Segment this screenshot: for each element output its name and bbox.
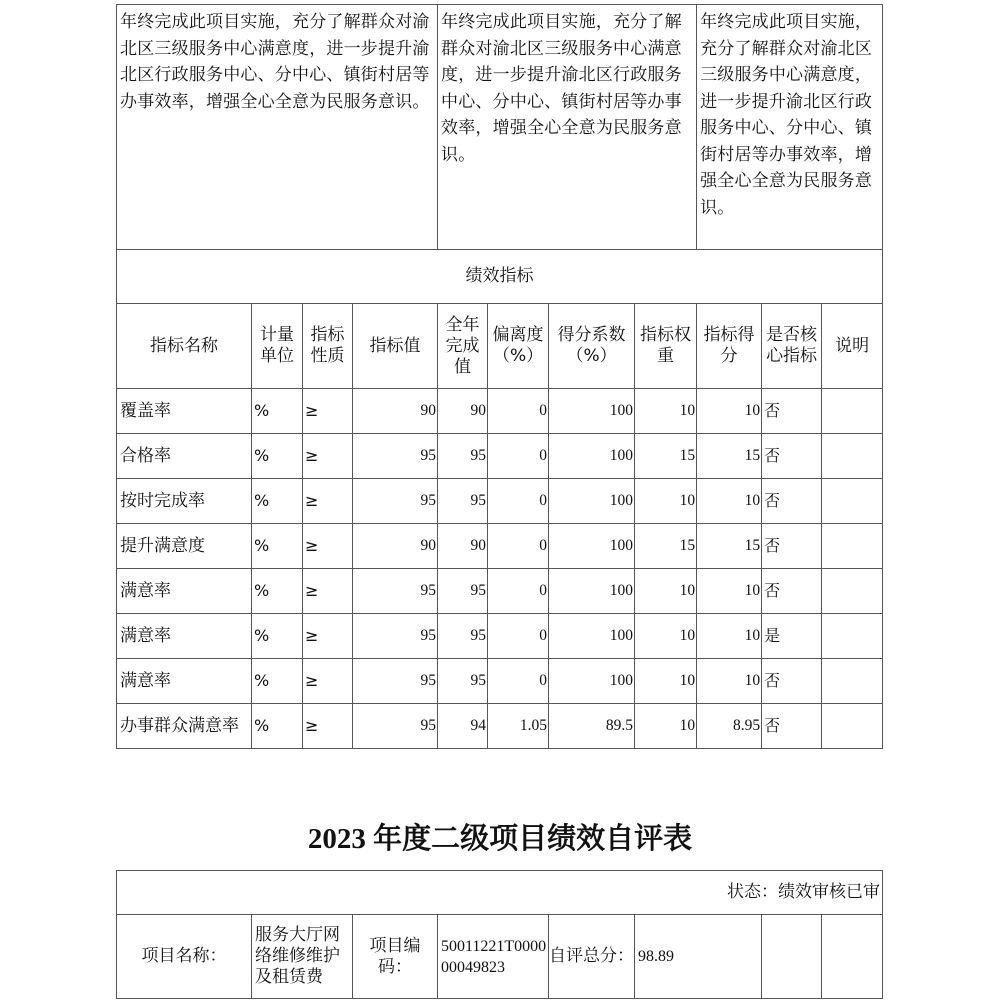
- target-value-cell: 95: [353, 614, 438, 659]
- target-value-cell: 95: [353, 434, 438, 479]
- actual-value-cell: 95: [438, 659, 488, 704]
- remark-cell: [822, 434, 883, 479]
- table-row: [117, 479, 883, 524]
- indicator-name-cell: 满意率: [117, 614, 252, 659]
- nature-cell: ≥: [303, 659, 353, 704]
- target-value-cell: 90: [353, 524, 438, 569]
- weight-cell: 10: [635, 389, 697, 434]
- score-coefficient-cell: 100: [549, 434, 635, 479]
- goal-text-3: 年终完成此项目实施，充分了解群众对渝北区三级服务中心满意度，进一步提升渝北区行政服务中心、分中心、镇街村居等办事效率，增强全心全意为民服务意识。: [697, 5, 883, 250]
- weight-cell: 15: [635, 434, 697, 479]
- score-coefficient-cell: 100: [549, 614, 635, 659]
- header-cell: 偏离度（%）: [488, 304, 549, 389]
- core-flag-cell: 否: [762, 479, 822, 524]
- core-flag-cell: 否: [762, 524, 822, 569]
- actual-value-cell: 95: [438, 614, 488, 659]
- actual-value-cell: 95: [438, 434, 488, 479]
- core-flag-cell: 是: [762, 614, 822, 659]
- indicator-name-cell: 满意率: [117, 569, 252, 614]
- remark-cell: [822, 659, 883, 704]
- actual-value-cell: 90: [438, 389, 488, 434]
- table-row: [117, 659, 883, 704]
- unit-cell: %: [252, 524, 303, 569]
- project-name-label: 项目名称：: [117, 915, 252, 999]
- table-row: [117, 434, 883, 479]
- score-cell: 10: [697, 614, 762, 659]
- score-coefficient-cell: 100: [549, 659, 635, 704]
- table-row: [117, 524, 883, 569]
- project-code-label: 项目编码：: [353, 915, 438, 999]
- status-text: 状态：绩效审核已审: [117, 871, 883, 915]
- table-row: [117, 389, 883, 434]
- weight-cell: 10: [635, 659, 697, 704]
- project-code-value: 50011221T000000049823: [438, 915, 549, 999]
- core-flag-cell: 否: [762, 659, 822, 704]
- nature-cell: ≥: [303, 614, 353, 659]
- indicator-name-cell: 按时完成率: [117, 479, 252, 524]
- empty-cell: [822, 915, 883, 999]
- nature-cell: ≥: [303, 479, 353, 524]
- nature-cell: ≥: [303, 434, 353, 479]
- weight-cell: 15: [635, 524, 697, 569]
- empty-cell: [762, 915, 822, 999]
- remark-cell: [822, 569, 883, 614]
- score-coefficient-cell: 100: [549, 479, 635, 524]
- unit-cell: %: [252, 704, 303, 749]
- weight-cell: 10: [635, 704, 697, 749]
- header-cell: 指标值: [353, 304, 438, 389]
- core-flag-cell: 否: [762, 389, 822, 434]
- score-cell: 10: [697, 569, 762, 614]
- deviation-cell: 0: [488, 569, 549, 614]
- self-score-label: 自评总分：: [549, 915, 635, 999]
- weight-cell: 10: [635, 479, 697, 524]
- score-cell: 10: [697, 389, 762, 434]
- score-cell: 8.95: [697, 704, 762, 749]
- unit-cell: %: [252, 479, 303, 524]
- nature-cell: ≥: [303, 704, 353, 749]
- header-cell: 指标得分: [697, 304, 762, 389]
- deviation-cell: 0: [488, 524, 549, 569]
- deviation-cell: 1.05: [488, 704, 549, 749]
- weight-cell: 10: [635, 614, 697, 659]
- remark-cell: [822, 479, 883, 524]
- header-cell: 得分系数（%）: [549, 304, 635, 389]
- target-value-cell: 90: [353, 389, 438, 434]
- self-score-value: 98.89: [635, 915, 762, 999]
- target-value-cell: 95: [353, 659, 438, 704]
- remark-cell: [822, 614, 883, 659]
- project-name-value: 服务大厅网络维修维护及租赁费: [252, 915, 353, 999]
- section-title: 绩效指标: [117, 250, 883, 304]
- score-cell: 15: [697, 434, 762, 479]
- score-coefficient-cell: 89.5: [549, 704, 635, 749]
- unit-cell: %: [252, 659, 303, 704]
- target-value-cell: 95: [353, 479, 438, 524]
- actual-value-cell: 90: [438, 524, 488, 569]
- header-cell: 说明: [822, 304, 883, 389]
- indicator-name-cell: 覆盖率: [117, 389, 252, 434]
- project-info-table: [116, 870, 883, 999]
- target-value-cell: 95: [353, 569, 438, 614]
- remark-cell: [822, 524, 883, 569]
- actual-value-cell: 95: [438, 569, 488, 614]
- score-coefficient-cell: 100: [549, 569, 635, 614]
- remark-cell: [822, 389, 883, 434]
- unit-cell: %: [252, 569, 303, 614]
- deviation-cell: 0: [488, 614, 549, 659]
- nature-cell: ≥: [303, 389, 353, 434]
- header-cell: 计量单位: [252, 304, 303, 389]
- form-title: 2023 年度二级项目绩效自评表: [307, 823, 693, 855]
- core-flag-cell: 否: [762, 434, 822, 479]
- header-cell: 指标权重: [635, 304, 697, 389]
- table-row: [117, 614, 883, 659]
- score-cell: 10: [697, 479, 762, 524]
- header-cell: 是否核心指标: [762, 304, 822, 389]
- score-coefficient-cell: 100: [549, 389, 635, 434]
- indicator-name-cell: 满意率: [117, 659, 252, 704]
- goal-row: [117, 5, 883, 250]
- deviation-cell: 0: [488, 479, 549, 524]
- actual-value-cell: 94: [438, 704, 488, 749]
- nature-cell: ≥: [303, 524, 353, 569]
- remark-cell: [822, 704, 883, 749]
- deviation-cell: 0: [488, 434, 549, 479]
- indicator-name-cell: 提升满意度: [117, 524, 252, 569]
- core-flag-cell: 否: [762, 704, 822, 749]
- weight-cell: 10: [635, 569, 697, 614]
- unit-cell: %: [252, 434, 303, 479]
- table-row: [117, 569, 883, 614]
- goal-text-1: 年终完成此项目实施，充分了解群众对渝北区三级服务中心满意度，进一步提升渝北区行政服务中心、分中心、镇街村居等办事效率，增强全心全意为民服务意识。: [117, 5, 438, 250]
- core-flag-cell: 否: [762, 569, 822, 614]
- deviation-cell: 0: [488, 659, 549, 704]
- nature-cell: ≥: [303, 569, 353, 614]
- actual-value-cell: 95: [438, 479, 488, 524]
- deviation-cell: 0: [488, 389, 549, 434]
- unit-cell: %: [252, 614, 303, 659]
- target-value-cell: 95: [353, 704, 438, 749]
- header-cell: 指标性质: [303, 304, 353, 389]
- score-cell: 10: [697, 659, 762, 704]
- indicator-name-cell: 合格率: [117, 434, 252, 479]
- header-row: [117, 304, 883, 389]
- table-row: [117, 704, 883, 749]
- score-coefficient-cell: 100: [549, 524, 635, 569]
- goal-text-2: 年终完成此项目实施，充分了解群众对渝北区三级服务中心满意度，进一步提升渝北区行政服务中心、分中心、镇街村居等办事效率，增强全心全意为民服务意识。: [438, 5, 697, 250]
- header-cell: 指标名称: [117, 304, 252, 389]
- header-cell: 全年完成值: [438, 304, 488, 389]
- indicator-name-cell: 办事群众满意率: [117, 704, 252, 749]
- score-cell: 15: [697, 524, 762, 569]
- unit-cell: %: [252, 389, 303, 434]
- performance-indicator-table: [116, 4, 883, 749]
